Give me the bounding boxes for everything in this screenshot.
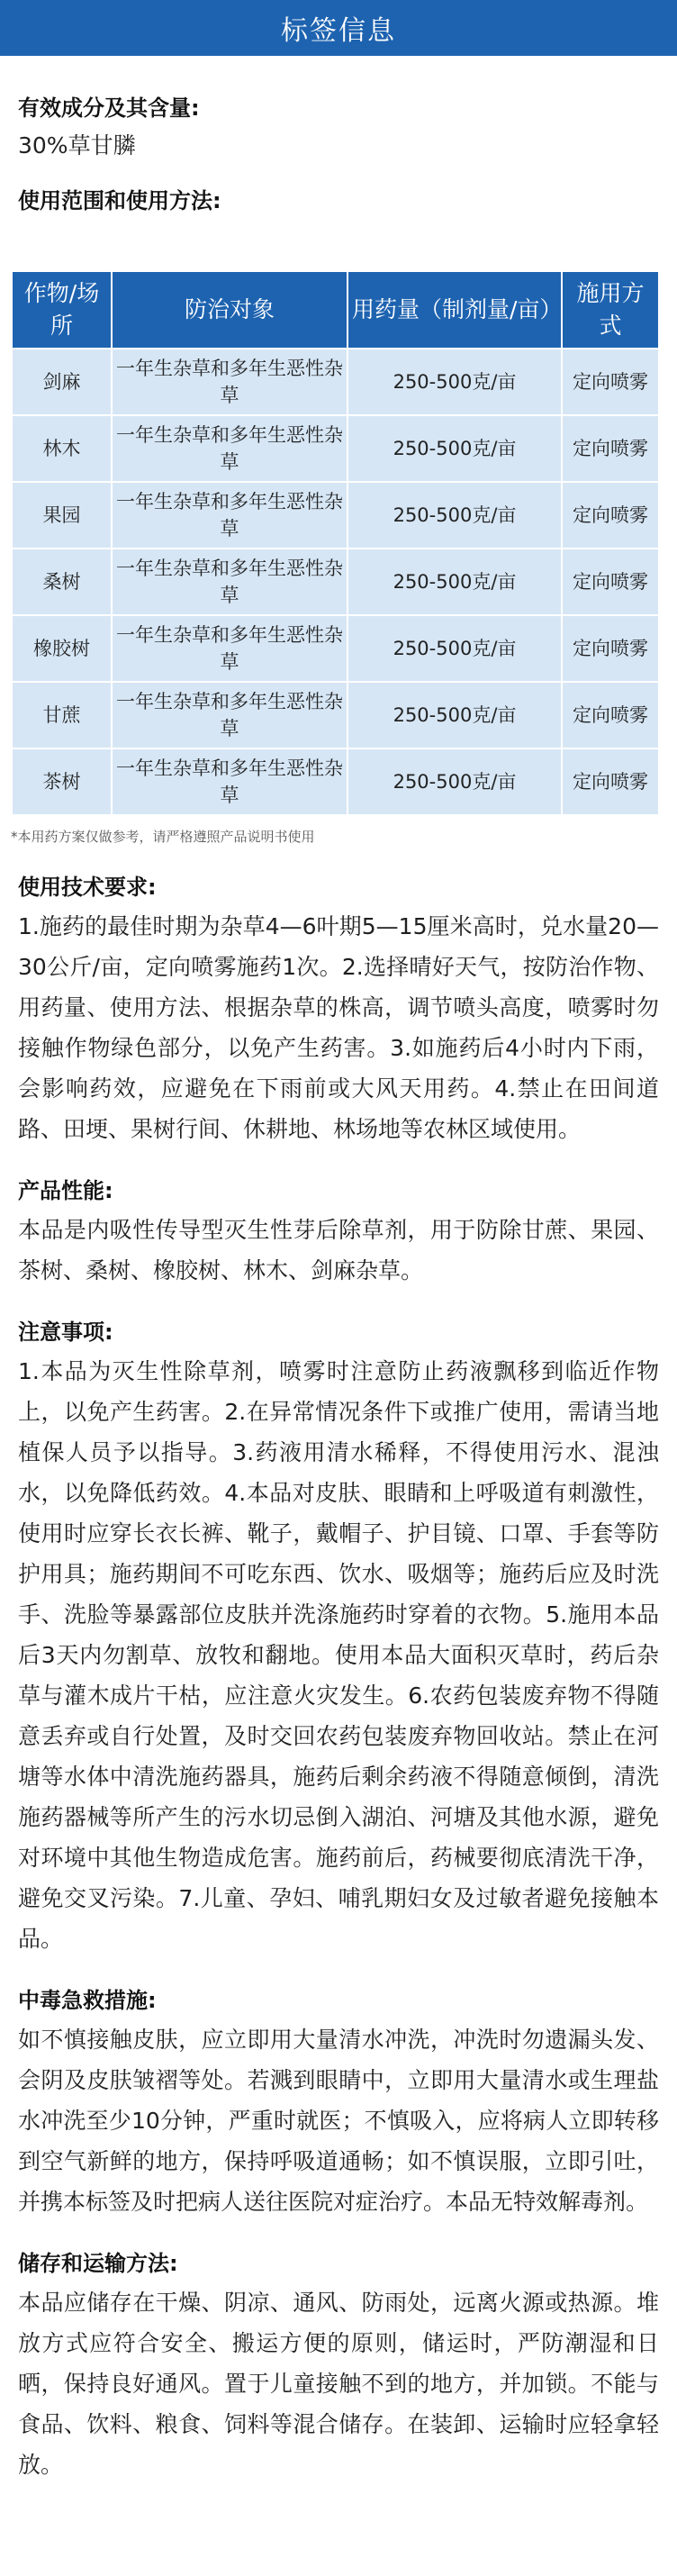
header-crop: 作物/场所 xyxy=(12,271,112,349)
storage-section xyxy=(18,2245,659,2485)
header-target: 防治对象 xyxy=(112,271,348,349)
header-dosage: 用药量（制剂量/亩） xyxy=(348,271,562,349)
table-row xyxy=(12,549,659,615)
performance-text: 本品是内吸性传导型灭生性芽后除草剂，用于防除甘蔗、果园、茶树、桑树、橡胶树、林木、剑麻杂草。 xyxy=(18,1217,659,1283)
cell-method: 定向喷雾 xyxy=(562,415,659,482)
table-row xyxy=(12,482,659,549)
cell-method: 定向喷雾 xyxy=(562,349,659,415)
cell-dosage: 250-500克/亩 xyxy=(348,349,562,415)
cell-crop: 果园 xyxy=(12,482,112,549)
ingredient-value: 30%草甘膦 xyxy=(18,132,136,159)
cell-crop: 橡胶树 xyxy=(12,615,112,682)
precautions-section xyxy=(18,1314,659,1959)
label-content xyxy=(0,90,677,214)
cell-crop: 茶树 xyxy=(12,748,112,815)
cell-crop: 甘蔗 xyxy=(12,682,112,748)
cell-method: 定向喷雾 xyxy=(562,748,659,815)
cell-crop: 桑树 xyxy=(12,549,112,615)
technique-section xyxy=(18,869,659,1149)
cell-dosage: 250-500克/亩 xyxy=(348,415,562,482)
page-title: 标签信息 xyxy=(281,15,396,47)
table-row xyxy=(12,349,659,415)
firstaid-label: 中毒急救措施: xyxy=(18,1988,157,2013)
header-method: 施用方式 xyxy=(562,271,659,349)
performance-label: 产品性能: xyxy=(18,1178,113,1203)
precautions-text: 1.本品为灭生性除草剂，喷雾时注意防止药液飘移到临近作物上，以免产生药害。2.在异常情况条件下或推广使用，需请当地植保人员予以指导。3.药液用清水稀释，不得使用污水、混浊水，以免降低药效。4.本品对皮肤、眼睛和上呼吸道有刺激性，使用时应穿长衣长裤、靴子，戴帽子、护目镜、口罩、手套等防护用具；施药期间不可吃东西、饮水、吸烟等；施药后应及时洗手、洗脸等暴露部位皮肤并洗涤施药时穿着的衣物。5.施用本品后3天内勿割草、放牧和翻地。使用本品大面积灭草时，药后杂草与灌木成片干枯，应注意火灾发生。6.农药包装废弃物不得随意丢弃或自行处置，及时交回农药包装废弃物回收站。禁止在河塘等水体中清洗施药器具，施药后剩余药液不得随意倾倒，清洗施药器械等所产生的污水切忌倒入湖泊、河塘及其他水源，避免对环境中其他生物造成危害。施药前后，药械要彻底清洗干净，避免交叉污染。7.儿童、孕妇、哺乳期妇女及过敏者避免接触本品。 xyxy=(18,1358,659,1952)
cell-method: 定向喷雾 xyxy=(562,482,659,549)
instructions-content xyxy=(0,869,677,2485)
cell-dosage: 250-500克/亩 xyxy=(348,682,562,748)
cell-target: 一年生杂草和多年生恶性杂草 xyxy=(112,549,348,615)
table-row xyxy=(12,682,659,748)
cell-target: 一年生杂草和多年生恶性杂草 xyxy=(112,349,348,415)
cell-method: 定向喷雾 xyxy=(562,615,659,682)
table-row xyxy=(12,615,659,682)
firstaid-text: 如不慎接触皮肤，应立即用大量清水冲洗，冲洗时勿遗漏头发、会阴及皮肤皱褶等处。若溅到眼睛中，立即用大量清水或生理盐水冲洗至少10分钟，严重时就医；不慎吸入，应将病人立即转移到空气新鲜的地方，保持呼吸道通畅；如不慎误服，立即引吐，并携本标签及时把病人送往医院对症治疗。本品无特效解毒剂。 xyxy=(18,2027,659,2215)
cell-dosage: 250-500克/亩 xyxy=(348,748,562,815)
cell-dosage: 250-500克/亩 xyxy=(348,482,562,549)
cell-target: 一年生杂草和多年生恶性杂草 xyxy=(112,482,348,549)
table-header-row xyxy=(12,271,659,349)
table-row xyxy=(12,415,659,482)
technique-label: 使用技术要求: xyxy=(18,875,157,900)
firstaid-section xyxy=(18,1982,659,2222)
usage-label: 使用范围和使用方法: xyxy=(18,188,221,213)
storage-text: 本品应储存在干燥、阴凉、通风、防雨处，远离火源或热源。堆放方式应符合安全、搬运方便的原则，储运时，严防潮湿和日晒，保持良好通风。置于儿童接触不到的地方，并加锁。不能与食品、饮料、粮食、饲料等混合储存。在装卸、运输时应轻拿轻放。 xyxy=(18,2290,659,2478)
ingredient-label: 有效成分及其含量: xyxy=(18,95,200,121)
cell-target: 一年生杂草和多年生恶性杂草 xyxy=(112,682,348,748)
cell-dosage: 250-500克/亩 xyxy=(348,615,562,682)
cell-target: 一年生杂草和多年生恶性杂草 xyxy=(112,415,348,482)
cell-crop: 剑麻 xyxy=(12,349,112,415)
technique-text: 1.施药的最佳时期为杂草4—6叶期5—15厘米高时，兑水量20—30公斤/亩，定向喷雾施药1次。2.选择晴好天气，按防治作物、用药量、使用方法、根据杂草的株高，调节喷头高度，喷雾时勿接触作物绿色部分，以免产生药害。3.如施药后4小时内下雨，会影响药效，应避免在下雨前或大风天用药。4.禁止在田间道路、田埂、果树行间、休耕地、林场地等农林区域使用。 xyxy=(18,913,659,1142)
page-header xyxy=(0,0,677,56)
usage-table-wrap xyxy=(11,270,658,846)
cell-dosage: 250-500克/亩 xyxy=(348,549,562,615)
usage-table xyxy=(11,270,660,816)
cell-target: 一年生杂草和多年生恶性杂草 xyxy=(112,615,348,682)
cell-method: 定向喷雾 xyxy=(562,549,659,615)
precautions-label: 注意事项: xyxy=(18,1320,113,1345)
performance-section xyxy=(18,1173,659,1291)
cell-crop: 林木 xyxy=(12,415,112,482)
table-note: *本用药方案仅做参考，请严格遵照产品说明书使用 xyxy=(11,829,315,845)
cell-target: 一年生杂草和多年生恶性杂草 xyxy=(112,748,348,815)
storage-label: 储存和运输方法: xyxy=(18,2251,178,2276)
table-row xyxy=(12,748,659,815)
cell-method: 定向喷雾 xyxy=(562,682,659,748)
